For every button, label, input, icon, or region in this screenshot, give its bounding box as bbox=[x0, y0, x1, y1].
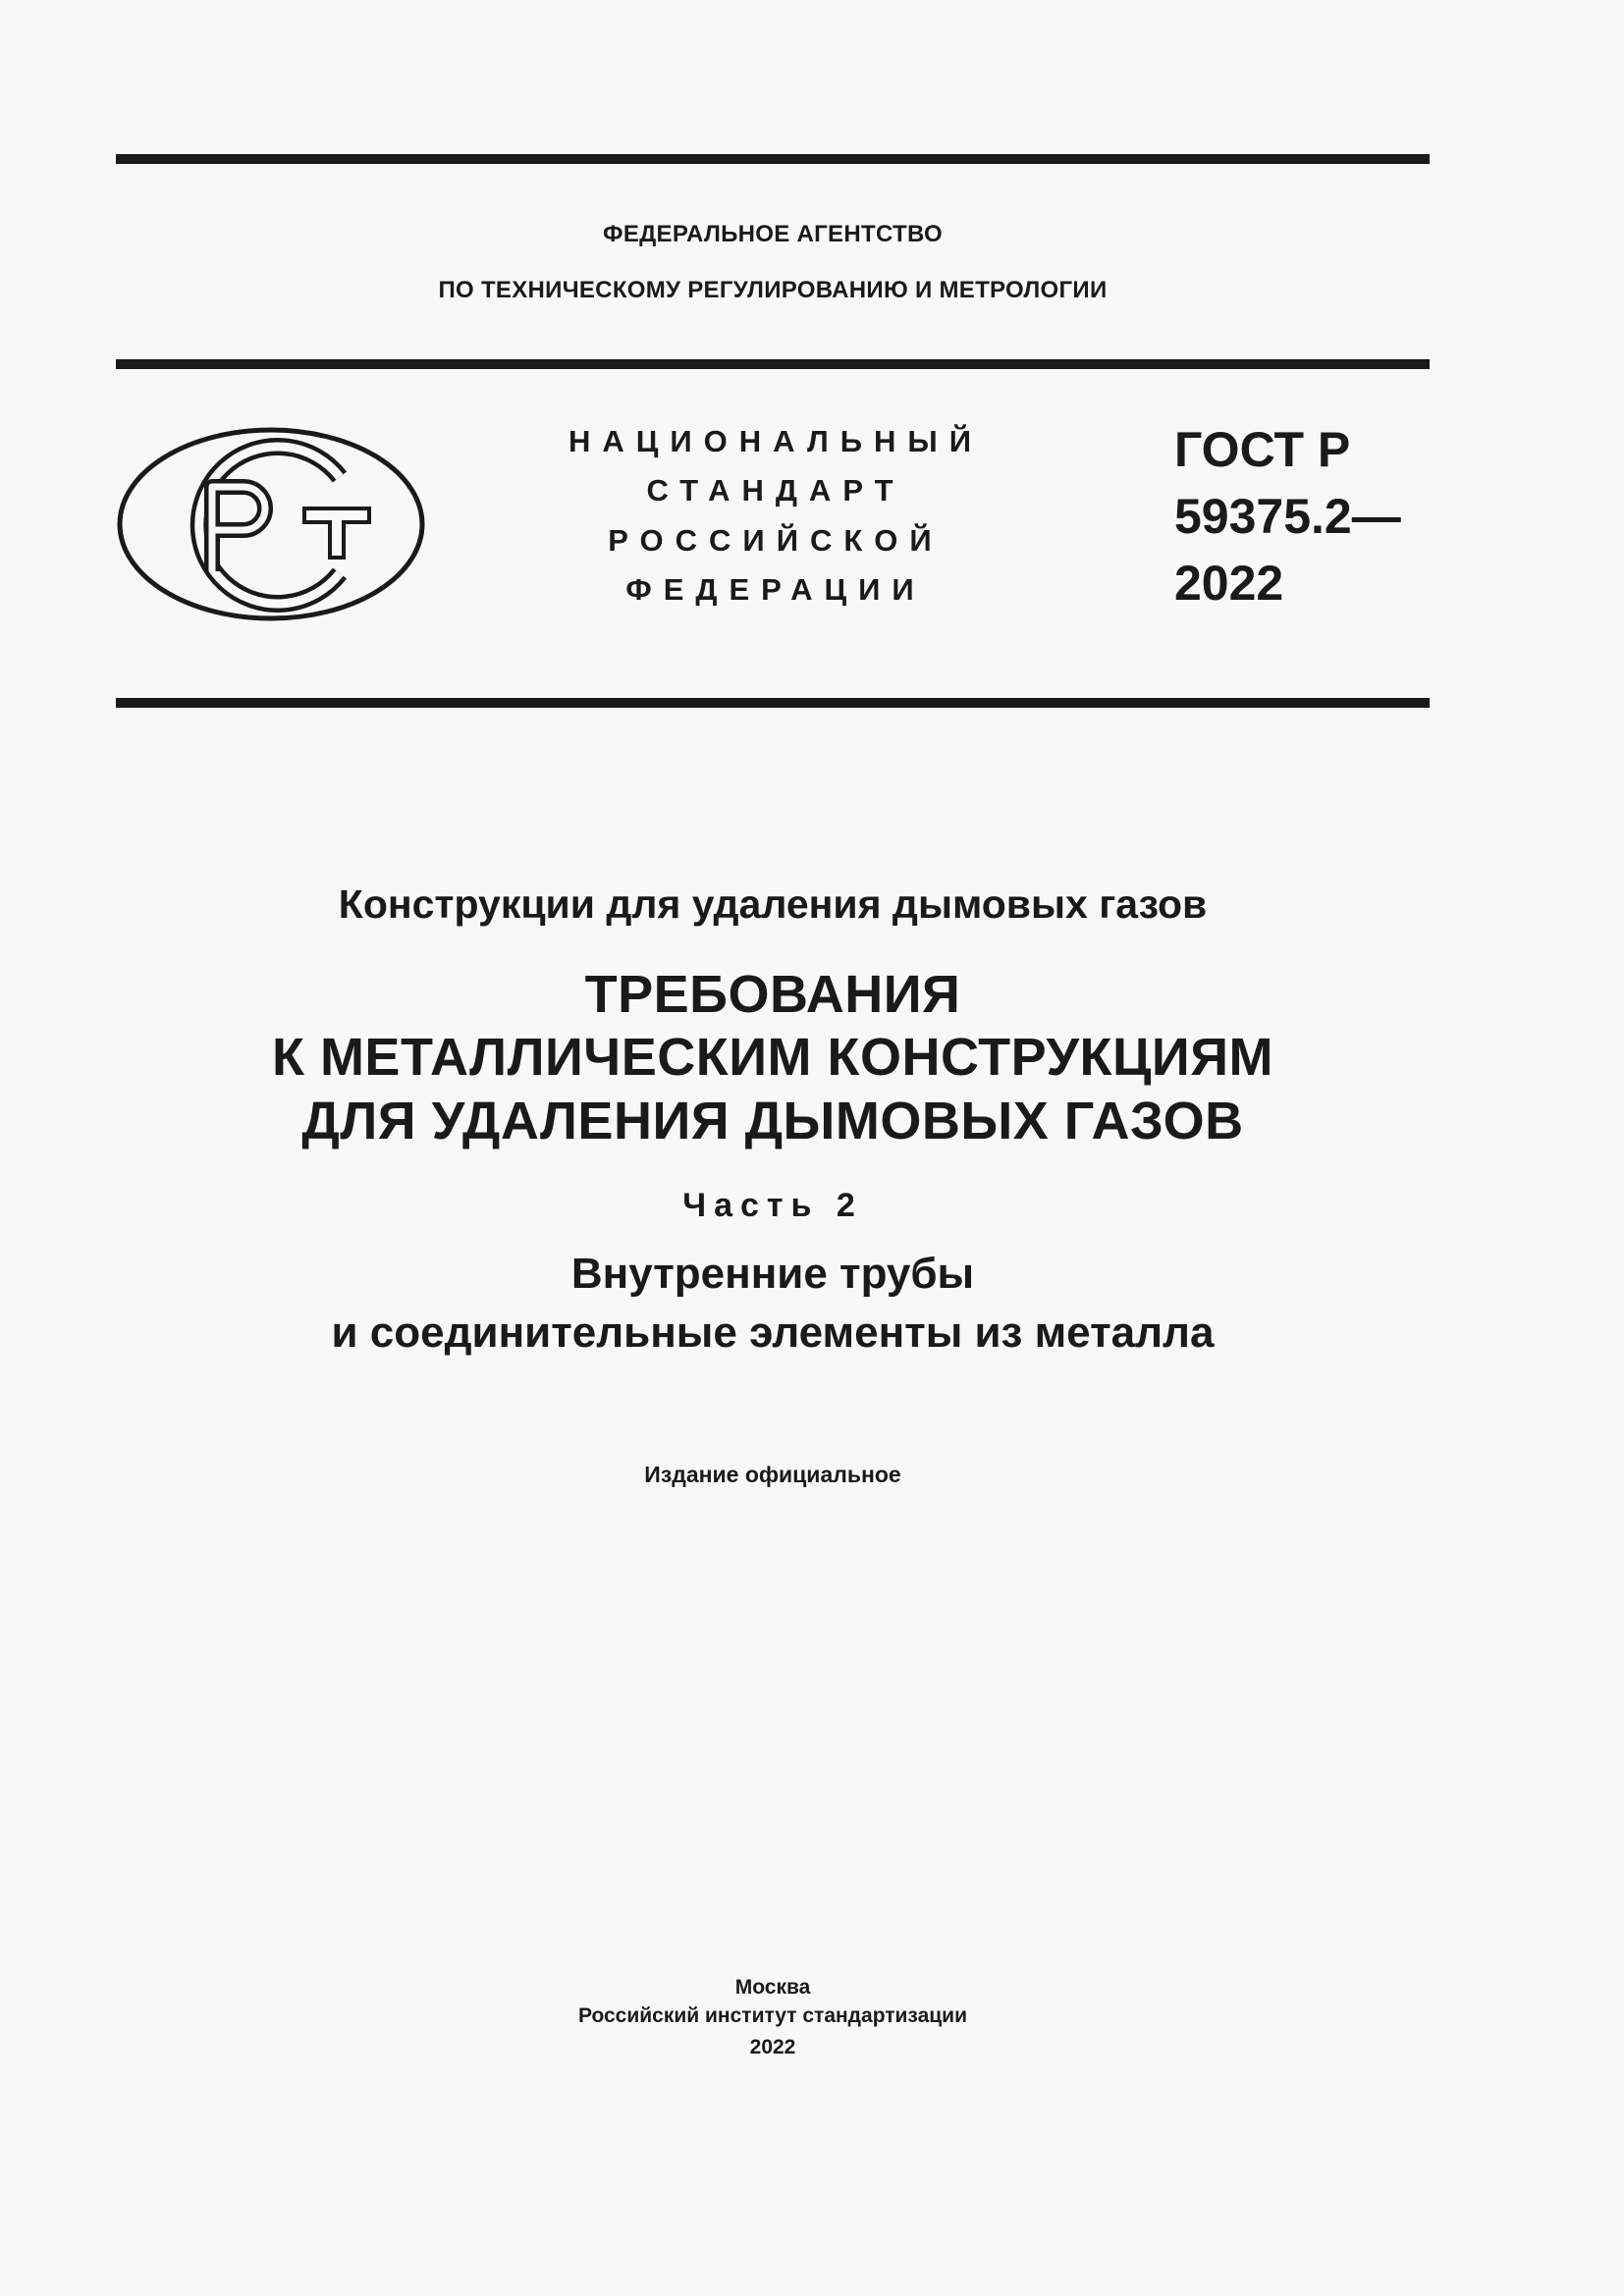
agency-line-1: ФЕДЕРАЛЬНОЕ АГЕНТСТВО bbox=[603, 221, 943, 247]
part-title-line-2: и соединительные элементы из металла bbox=[331, 1308, 1215, 1357]
main-title-line-2: К МЕТАЛЛИЧЕСКИМ КОНСТРУКЦИЯМ bbox=[271, 1028, 1273, 1087]
standard-designation-line-2: 59375.2— bbox=[1174, 489, 1401, 544]
main-title-line-1: ТРЕБОВАНИЯ bbox=[584, 965, 961, 1024]
imprint-year: 2022 bbox=[749, 2036, 796, 2058]
general-title: Конструкции для удаления дымовых газов bbox=[338, 881, 1208, 927]
part-number: Часть 2 bbox=[682, 1187, 863, 1224]
main-title-line-3: ДЛЯ УДАЛЕНИЯ ДЫМОВЫХ ГАЗОВ bbox=[301, 1092, 1244, 1150]
top-rule bbox=[116, 154, 1430, 164]
header-rule bbox=[116, 359, 1430, 369]
standard-type-line-1: НАЦИОНАЛЬНЫЙ bbox=[568, 424, 984, 458]
imprint-publisher: Российский институт стандартизации bbox=[577, 2004, 968, 2027]
standard-type-line-3: РОССИЙСКОЙ bbox=[608, 523, 944, 558]
imprint-city: Москва bbox=[734, 1976, 811, 1999]
edition-label: Издание официальное bbox=[644, 1462, 901, 1487]
standard-type-line-4: ФЕДЕРАЦИИ bbox=[625, 572, 926, 607]
rst-certification-mark-icon bbox=[116, 426, 426, 622]
agency-line-2: ПО ТЕХНИЧЕСКОМУ РЕГУЛИРОВАНИЮ И МЕТРОЛОГИИ bbox=[438, 277, 1108, 303]
standard-designation-line-1: ГОСТ Р bbox=[1174, 422, 1351, 477]
part-title-line-1: Внутренние трубы bbox=[570, 1250, 975, 1298]
standard-designation-line-3: 2022 bbox=[1174, 556, 1284, 611]
designation-rule bbox=[116, 698, 1430, 708]
standard-type-line-2: СТАНДАРТ bbox=[646, 473, 905, 507]
